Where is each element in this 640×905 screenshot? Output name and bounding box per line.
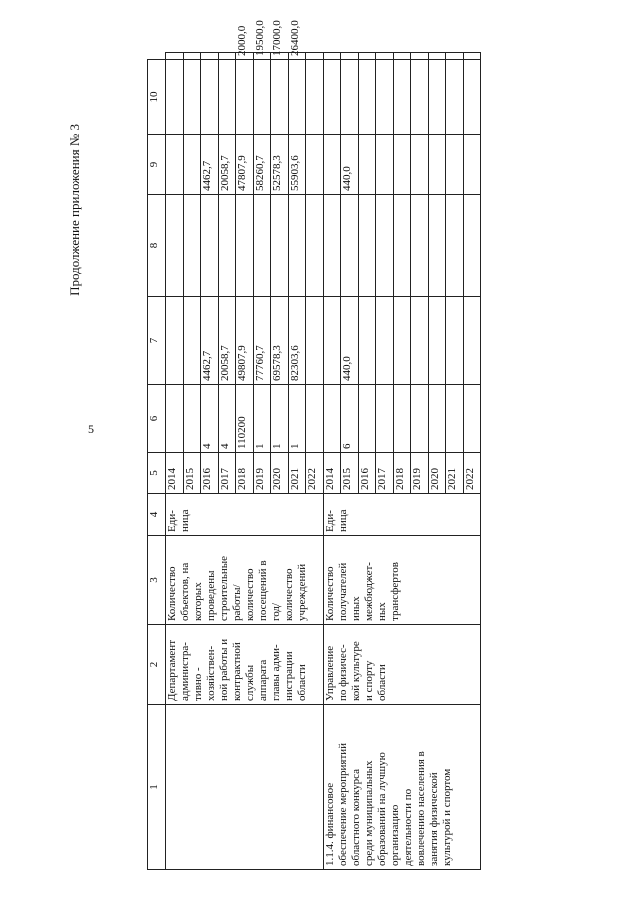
value-cell bbox=[358, 297, 376, 385]
value-cell bbox=[201, 195, 219, 297]
value-cell bbox=[393, 53, 411, 60]
value-cell: 47807,9 bbox=[236, 135, 254, 195]
value-cell bbox=[166, 53, 184, 60]
year-cell: 2022 bbox=[306, 453, 324, 494]
value-cell: 6 bbox=[341, 385, 359, 453]
year-cell: 2016 bbox=[358, 453, 376, 494]
rotated-table-page bbox=[67, 2, 577, 870]
header-row bbox=[148, 53, 166, 870]
value-cell bbox=[253, 195, 271, 297]
header-cell: 8 bbox=[148, 195, 166, 297]
cell-col3: Количество объектов, на которых проведены строительные работы/ количество посещений в год/ количество учреждений bbox=[166, 536, 324, 625]
value-cell bbox=[306, 135, 324, 195]
value-cell: 4462,7 bbox=[201, 297, 219, 385]
header-cell: 6 bbox=[148, 385, 166, 453]
year-cell: 2017 bbox=[376, 453, 394, 494]
year-cell: 2014 bbox=[323, 453, 341, 494]
value-cell bbox=[463, 385, 481, 453]
page-number: 5 bbox=[88, 422, 94, 436]
header-cell: 5 bbox=[148, 453, 166, 494]
value-cell bbox=[271, 60, 289, 135]
cell-col2: Департамент администра- тивно - хозяйствен- ной работы и контрактной службы аппарата главы адми- нистрации области bbox=[166, 625, 324, 705]
value-cell bbox=[428, 60, 446, 135]
value-cell bbox=[236, 195, 254, 297]
value-cell bbox=[411, 297, 429, 385]
value-cell bbox=[358, 60, 376, 135]
value-cell bbox=[166, 135, 184, 195]
value-cell bbox=[306, 60, 324, 135]
value-cell bbox=[428, 135, 446, 195]
year-cell: 2016 bbox=[201, 453, 219, 494]
value-cell bbox=[358, 53, 376, 60]
value-cell bbox=[428, 53, 446, 60]
value-cell bbox=[446, 195, 464, 297]
value-cell bbox=[218, 195, 236, 297]
value-cell bbox=[183, 297, 201, 385]
value-cell bbox=[463, 53, 481, 60]
year-cell: 2021 bbox=[446, 453, 464, 494]
value-cell bbox=[376, 195, 394, 297]
table-row bbox=[323, 53, 341, 870]
value-cell bbox=[393, 297, 411, 385]
value-cell: 20058,7 bbox=[218, 297, 236, 385]
cell-col2: Управление по физичес- кой культуре и спорту области bbox=[323, 625, 481, 705]
value-cell bbox=[183, 60, 201, 135]
cell-col1 bbox=[166, 705, 324, 870]
value-cell bbox=[463, 135, 481, 195]
year-cell: 2019 bbox=[411, 453, 429, 494]
header-cell: 4 bbox=[148, 494, 166, 536]
value-cell: 4462,7 bbox=[201, 135, 219, 195]
value-cell: 2000,0 bbox=[236, 53, 254, 60]
value-cell bbox=[323, 53, 341, 60]
year-cell: 2018 bbox=[236, 453, 254, 494]
value-cell bbox=[358, 195, 376, 297]
table-row bbox=[166, 53, 184, 870]
value-cell bbox=[306, 297, 324, 385]
value-cell bbox=[341, 60, 359, 135]
value-cell bbox=[393, 385, 411, 453]
header-cell: 10 bbox=[148, 60, 166, 135]
value-cell: 26400,0 bbox=[288, 53, 306, 60]
value-cell bbox=[393, 60, 411, 135]
value-cell bbox=[428, 195, 446, 297]
value-cell: 1 bbox=[271, 385, 289, 453]
value-cell bbox=[166, 195, 184, 297]
value-cell: 82303,6 bbox=[288, 297, 306, 385]
value-cell bbox=[323, 297, 341, 385]
value-cell bbox=[183, 53, 201, 60]
header-cell: 7 bbox=[148, 297, 166, 385]
year-cell: 2022 bbox=[463, 453, 481, 494]
value-cell: 440,0 bbox=[341, 297, 359, 385]
value-cell bbox=[411, 135, 429, 195]
value-cell bbox=[411, 195, 429, 297]
year-cell: 2020 bbox=[428, 453, 446, 494]
value-cell bbox=[166, 385, 184, 453]
value-cell bbox=[183, 135, 201, 195]
value-cell: 4 bbox=[218, 385, 236, 453]
value-cell: 52578,3 bbox=[271, 135, 289, 195]
value-cell bbox=[183, 385, 201, 453]
value-cell bbox=[358, 135, 376, 195]
header-cell: 2 bbox=[148, 625, 166, 705]
value-cell bbox=[376, 297, 394, 385]
value-cell bbox=[306, 195, 324, 297]
year-cell: 2021 bbox=[288, 453, 306, 494]
header-cell: 3 bbox=[148, 536, 166, 625]
value-cell bbox=[201, 53, 219, 60]
value-cell: 440,0 bbox=[341, 135, 359, 195]
value-cell bbox=[376, 135, 394, 195]
program-table bbox=[147, 20, 481, 870]
value-cell bbox=[323, 385, 341, 453]
value-cell: 69578,3 bbox=[271, 297, 289, 385]
value-cell: 20058,7 bbox=[218, 135, 236, 195]
value-cell bbox=[393, 195, 411, 297]
value-cell: 1 bbox=[253, 385, 271, 453]
value-cell: 55903,6 bbox=[288, 135, 306, 195]
value-cell bbox=[358, 385, 376, 453]
value-cell: 1 bbox=[288, 385, 306, 453]
cell-col4: Еди- ница bbox=[166, 494, 324, 536]
value-cell bbox=[306, 53, 324, 60]
header-cell: 1 bbox=[148, 705, 166, 870]
value-cell bbox=[166, 60, 184, 135]
value-cell bbox=[253, 60, 271, 135]
value-cell: 4 bbox=[201, 385, 219, 453]
value-cell bbox=[411, 53, 429, 60]
year-cell: 2015 bbox=[183, 453, 201, 494]
value-cell bbox=[428, 385, 446, 453]
value-cell bbox=[376, 60, 394, 135]
header-cell: 9 bbox=[148, 135, 166, 195]
value-cell bbox=[446, 297, 464, 385]
value-cell bbox=[446, 53, 464, 60]
value-cell: 58260,7 bbox=[253, 135, 271, 195]
cell-col4: Еди- ница bbox=[323, 494, 481, 536]
value-cell bbox=[183, 195, 201, 297]
value-cell bbox=[323, 60, 341, 135]
value-cell bbox=[428, 297, 446, 385]
value-cell: 49807,9 bbox=[236, 297, 254, 385]
value-cell bbox=[218, 60, 236, 135]
value-cell bbox=[236, 60, 254, 135]
year-cell: 2014 bbox=[166, 453, 184, 494]
value-cell bbox=[463, 195, 481, 297]
value-cell bbox=[411, 385, 429, 453]
value-cell bbox=[323, 195, 341, 297]
value-cell: 17000,0 bbox=[271, 53, 289, 60]
value-cell bbox=[393, 135, 411, 195]
year-cell: 2019 bbox=[253, 453, 271, 494]
value-cell bbox=[463, 297, 481, 385]
year-cell: 2017 bbox=[218, 453, 236, 494]
value-cell bbox=[306, 385, 324, 453]
value-cell bbox=[463, 60, 481, 135]
value-cell bbox=[376, 53, 394, 60]
year-cell: 2015 bbox=[341, 453, 359, 494]
value-cell bbox=[376, 385, 394, 453]
value-cell bbox=[166, 297, 184, 385]
value-cell bbox=[446, 135, 464, 195]
value-cell: 77760,7 bbox=[253, 297, 271, 385]
year-cell: 2018 bbox=[393, 453, 411, 494]
value-cell bbox=[341, 195, 359, 297]
cell-col3: Количество получателей иных межбюджет- ных трансфертов bbox=[323, 536, 481, 625]
cell-col1: 1.1.4. финансовое обеспечение мероприятий областного конкурса среди муниципальных образований на лучшую организацию деятельности по вовлечению населения в занятия физической культурой и спортом bbox=[323, 705, 481, 870]
value-cell bbox=[323, 135, 341, 195]
value-cell bbox=[411, 60, 429, 135]
value-cell bbox=[446, 60, 464, 135]
year-cell: 2020 bbox=[271, 453, 289, 494]
value-cell bbox=[288, 60, 306, 135]
value-cell bbox=[218, 53, 236, 60]
value-cell bbox=[446, 385, 464, 453]
value-cell bbox=[341, 53, 359, 60]
value-cell bbox=[201, 60, 219, 135]
page-title: Продолжение приложения № 3 bbox=[67, 124, 82, 296]
value-cell: 110200 bbox=[236, 385, 254, 453]
value-cell bbox=[271, 195, 289, 297]
value-cell bbox=[288, 195, 306, 297]
value-cell: 19500,0 bbox=[253, 53, 271, 60]
